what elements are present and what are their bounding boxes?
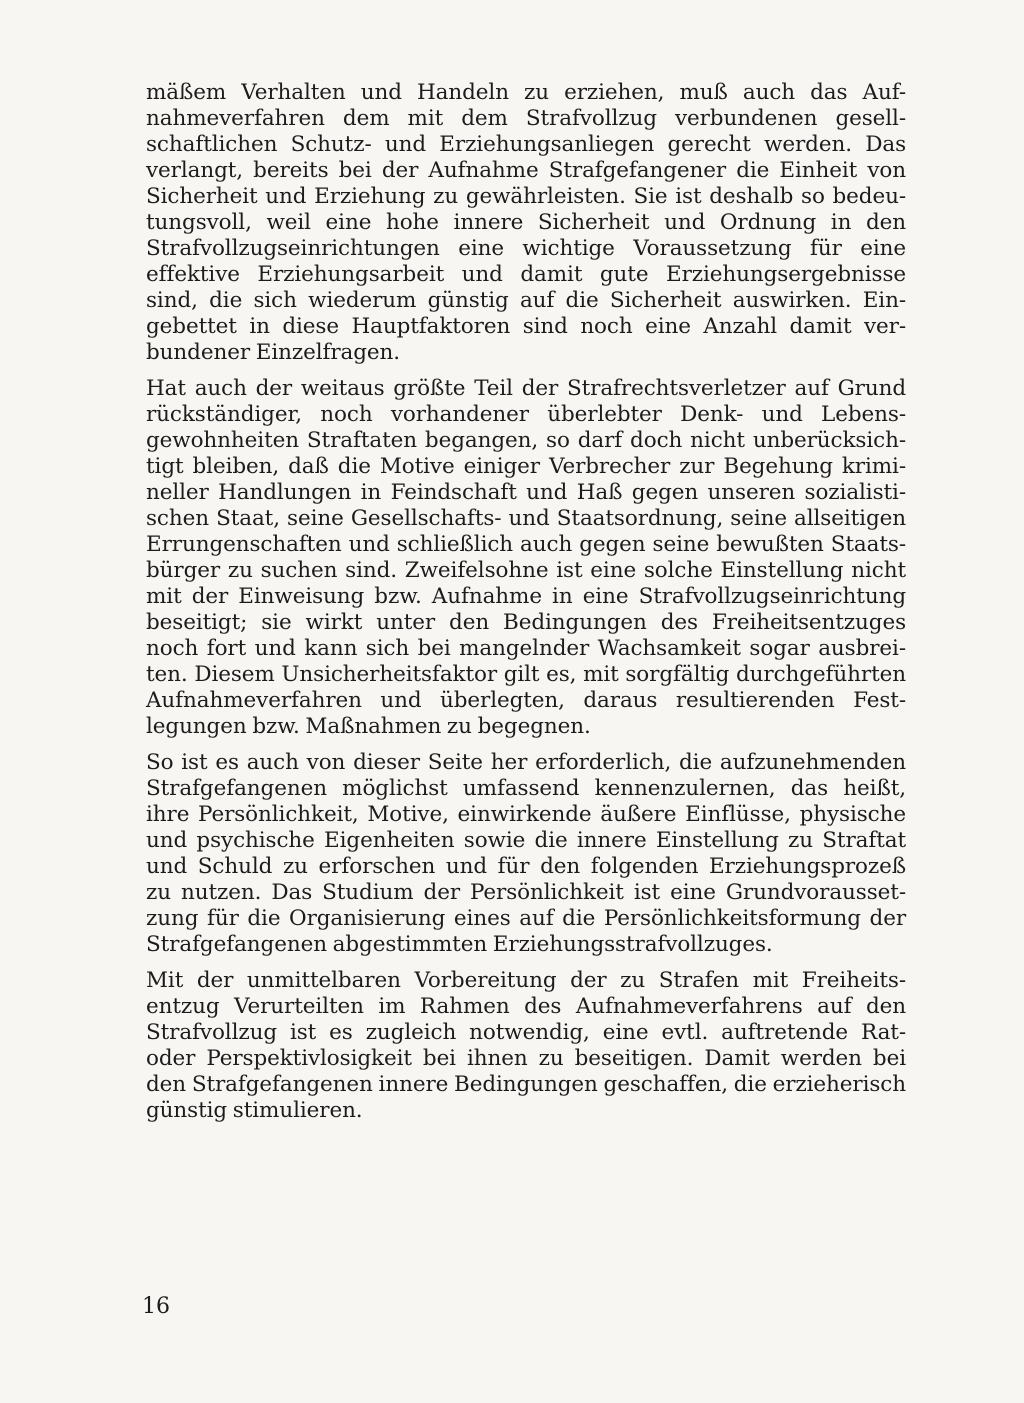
text-line: Hat auch der weitaus größte Teil der Strafrechtsverletzer auf Grund [146,376,906,401]
text-line: schaftlichen Schutz- und Erziehungsanliegen gerecht werden. Das [146,132,906,157]
text-line: schen Staat, seine Gesellschafts- und Staatsordnung, seine allseitigen [146,506,906,531]
text-line: ihre Persönlichkeit, Motive, einwirkende äußere Einflüsse, physische [146,802,906,827]
text-line: bundener Einzelfragen. [146,340,400,365]
text-line: nahmeverfahren dem mit dem Strafvollzug verbundenen gesell- [146,106,906,131]
page-number: 16 [142,1294,170,1319]
text-line: gebettet in diese Hauptfaktoren sind noch eine Anzahl damit ver- [146,314,906,339]
text-line: effektive Erziehungsarbeit und damit gute Erziehungsergebnisse [146,262,906,287]
text-line: und Schuld zu erforschen und für den folgenden Erziehungsprozeß [146,854,906,879]
text-line: oder Perspektivlosigkeit bei ihnen zu beseitigen. Damit werden bei [146,1046,906,1071]
text-line: den Strafgefangenen innere Bedingungen geschaffen, die erzieherisch [146,1072,906,1097]
text-line: legungen bzw. Maßnahmen zu begegnen. [146,714,591,739]
text-line: und psychische Eigenheiten sowie die innere Einstellung zu Straftat [146,828,906,853]
text-line: ten. Diesem Unsicherheitsfaktor gilt es, mit sorgfältig durchgeführten [146,662,906,687]
text-line: mäßem Verhalten und Handeln zu erziehen, muß auch das Auf- [146,80,906,105]
text-line: Strafgefangenen möglichst umfassend kennenzulernen, das heißt, [146,776,906,801]
text-line: tigt bleiben, daß die Motive einiger Verbrecher zur Begehung krimi- [146,454,906,479]
text-line: gewohnheiten Straftaten begangen, so darf doch nicht unberücksich- [146,428,906,453]
text-line: mit der Einweisung bzw. Aufnahme in eine Strafvollzugseinrichtung [146,584,906,609]
text-line: Aufnahmeverfahren und überlegten, daraus resultierenden Fest- [146,688,906,713]
text-line: zung für die Organisierung eines auf die Persönlichkeitsformung der [146,906,906,931]
text-line: Sicherheit und Erziehung zu gewährleisten. Sie ist deshalb so bedeu- [146,184,906,209]
text-line: noch fort und kann sich bei mangelnder Wachsamkeit sogar ausbrei- [146,636,906,661]
text-line: zu nutzen. Das Studium der Persönlichkeit ist eine Grundvorausset- [146,880,906,905]
text-line: verlangt, bereits bei der Aufnahme Strafgefangener die Einheit von [146,158,906,183]
text-line: Strafgefangenen abgestimmten Erziehungsstrafvollzuges. [146,932,773,957]
text-line: sind, die sich wiederum günstig auf die Sicherheit auswirken. Ein- [146,288,906,313]
text-line: günstig stimulieren. [146,1098,363,1123]
text-line: Strafvollzug ist es zugleich notwendig, eine evtl. auftretende Rat- [146,1020,906,1045]
text-line: rückständiger, noch vorhandener überlebter Denk- und Lebens- [146,402,906,427]
text-line: tungsvoll, weil eine hohe innere Sicherheit und Ordnung in den [146,210,906,235]
text-line: neller Handlungen in Feindschaft und Haß gegen unseren sozialisti- [146,480,906,505]
text-line: beseitigt; sie wirkt unter den Bedingungen des Freiheitsentzuges [146,610,906,635]
text-line: Mit der unmittelbaren Vorbereitung der zu Strafen mit Freiheits- [146,968,906,993]
text-line: So ist es auch von dieser Seite her erforderlich, die aufzunehmenden [146,750,906,775]
text-line: entzug Verurteilten im Rahmen des Aufnahmeverfahrens auf den [146,994,906,1019]
text-line: Strafvollzugseinrichtungen eine wichtige Voraussetzung für eine [146,236,906,261]
text-line: bürger zu suchen sind. Zweifelsohne ist eine solche Einstellung nicht [146,558,906,583]
text-line: Errungenschaften und schließlich auch gegen seine bewußten Staats- [146,532,906,557]
